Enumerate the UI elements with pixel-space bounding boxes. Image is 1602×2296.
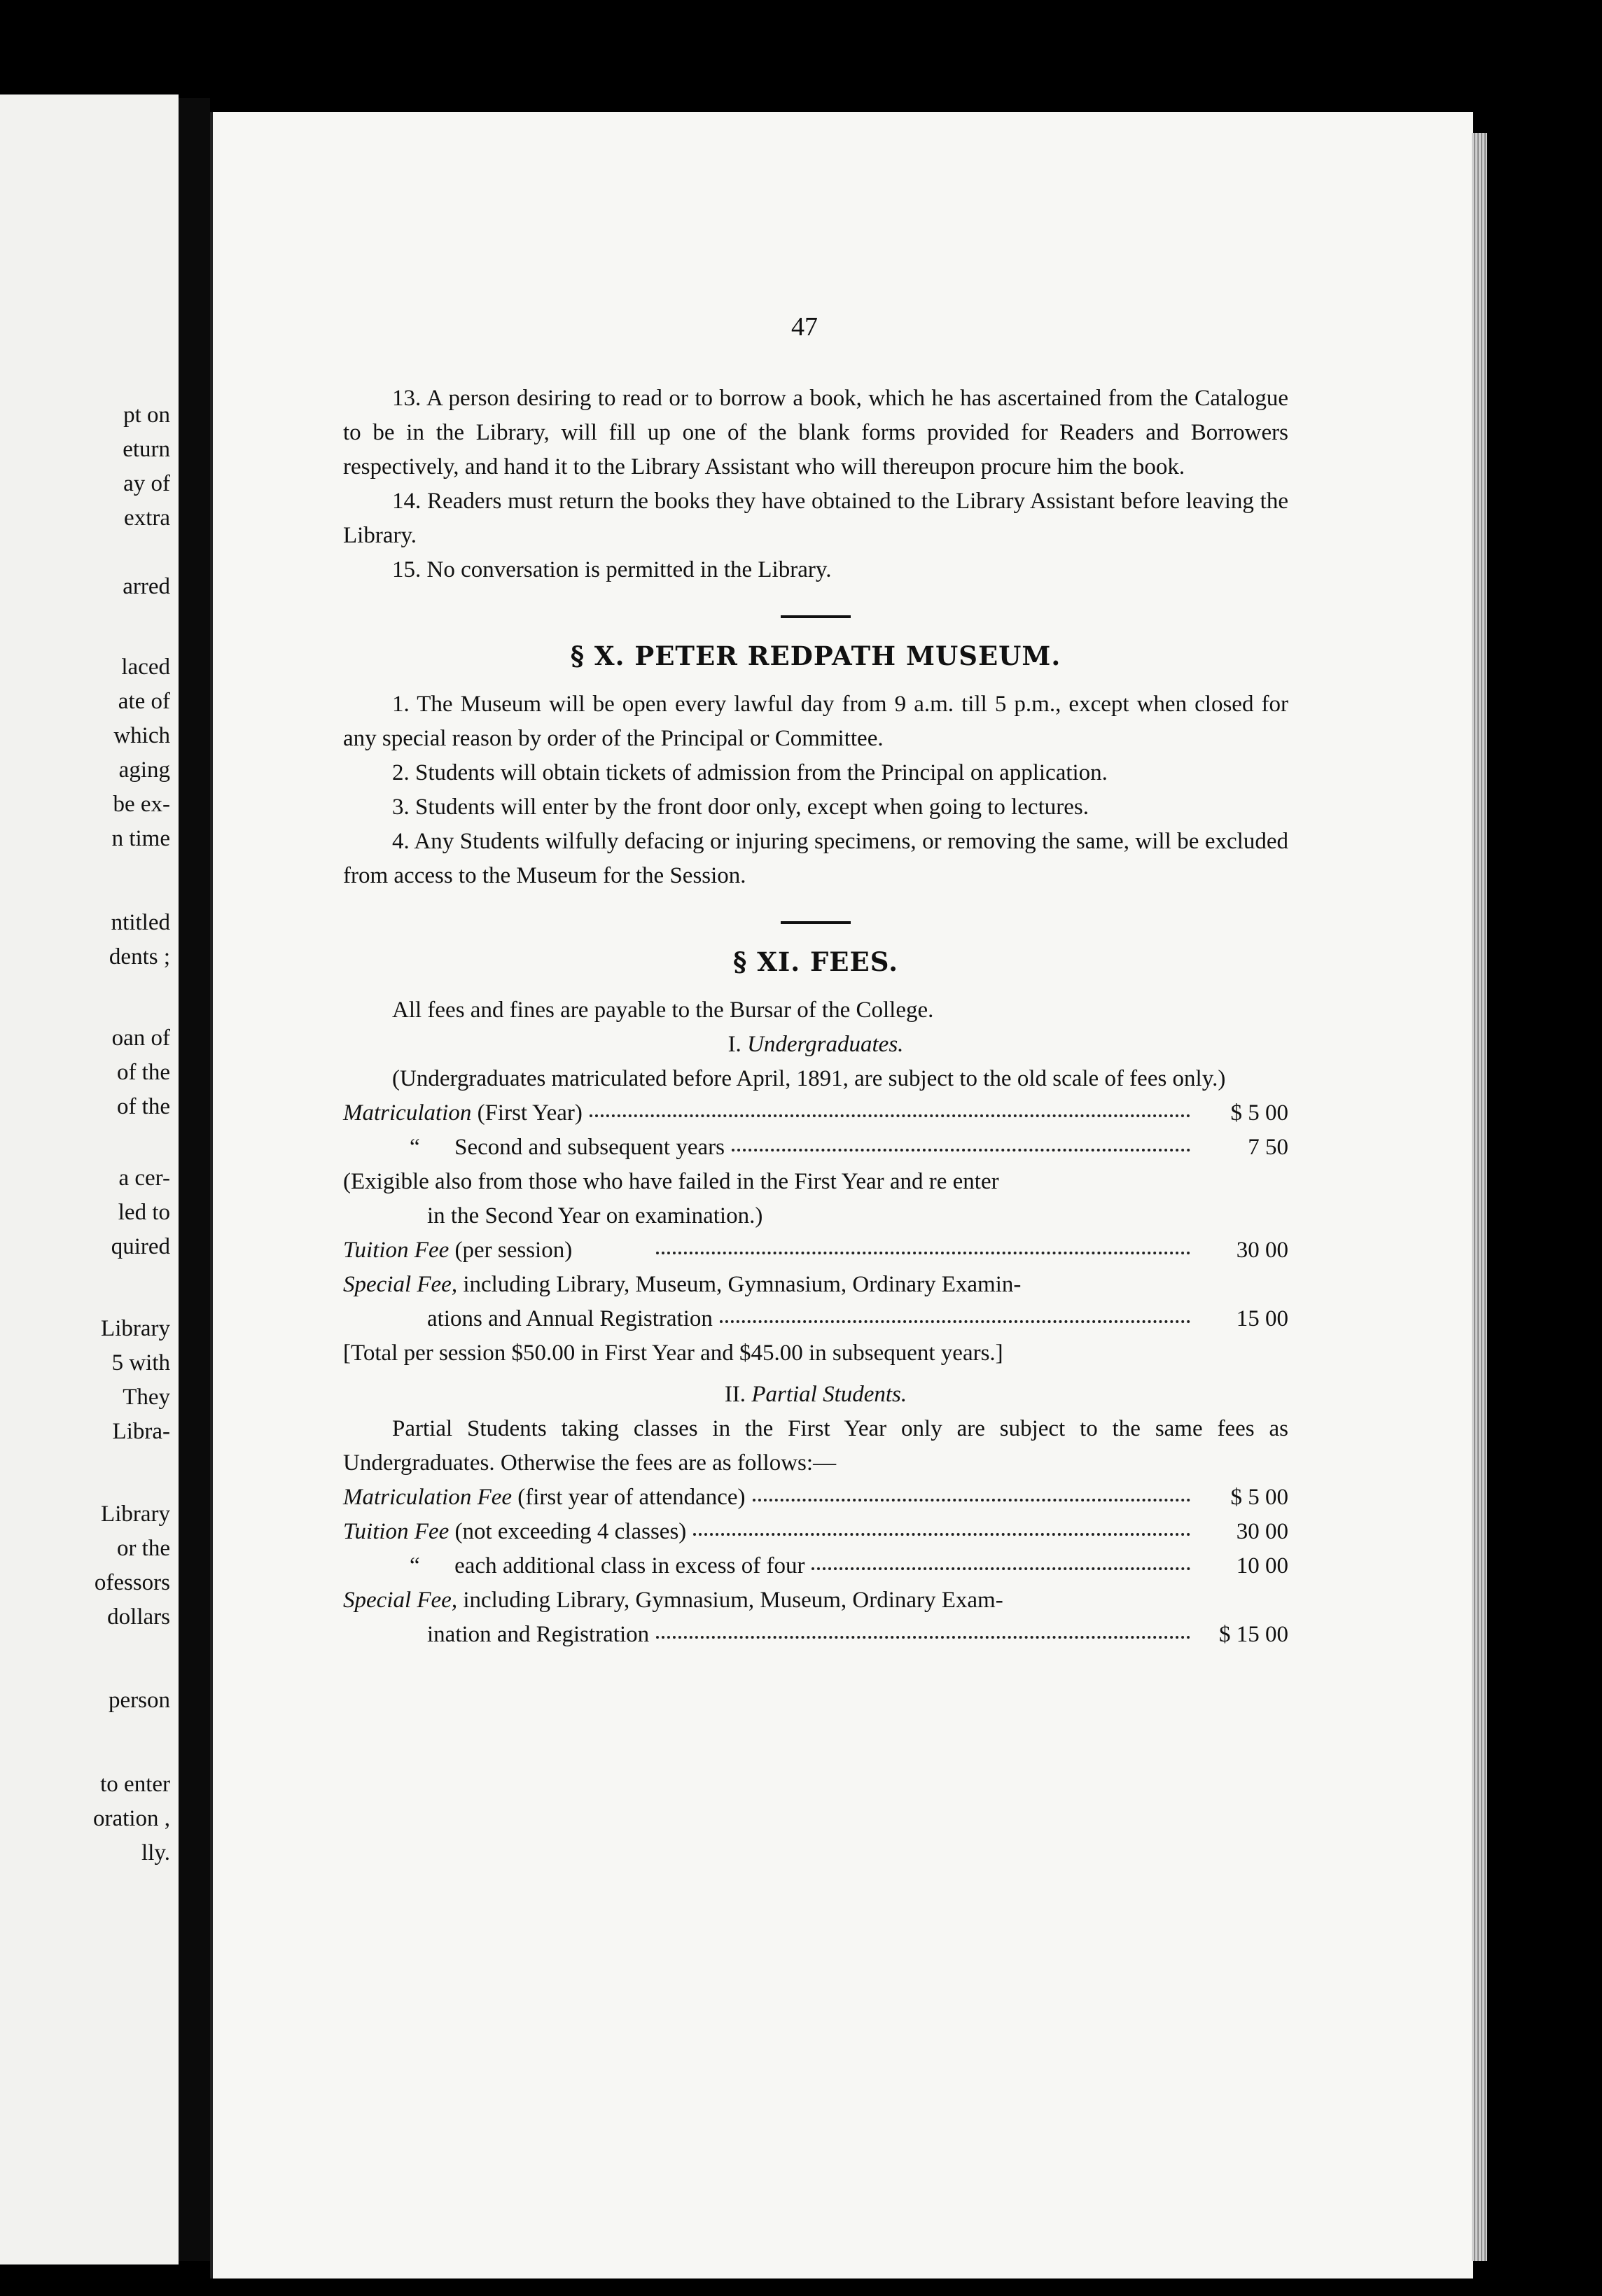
fee-label: (first year of attendance) — [512, 1485, 746, 1510]
left-page-text: lly. — [141, 1840, 170, 1865]
fees-intro: All fees and fines are payable to the Bursar of the College. — [392, 997, 934, 1023]
left-page-text: ate of — [118, 689, 170, 714]
left-page-text: person — [109, 1688, 170, 1713]
partial-special-fee-line — [343, 1583, 1288, 1618]
dot-leader — [590, 1109, 1190, 1117]
dot-leader — [720, 1315, 1190, 1323]
fee-row-partial-special — [343, 1618, 1288, 1652]
fee-label-italic: Special Fee, — [343, 1588, 458, 1613]
fee-label: “ each additional class in excess of four — [410, 1553, 805, 1578]
library-rule-15: 15. No conversation is permitted in the Library. — [392, 557, 832, 582]
partial-heading-num: II. — [724, 1382, 746, 1407]
fees-heading: § XI. FEES. — [733, 946, 898, 977]
library-rule-13: 13. A person desiring to read or to borrow a book, which he has ascertained from the Catalogue to be in the Library, will fill up one of the blank forms provided for Readers and Borrowers respectively, and hand it to the Library Assistant who will thereupon procure him the book. — [343, 386, 1288, 479]
fee-label-italic: Tuition Fee — [343, 1519, 450, 1544]
fee-label: (First Year) — [471, 1100, 583, 1126]
left-facing-page — [0, 94, 179, 2264]
left-page-text: oan of — [111, 1026, 170, 1051]
book-gutter — [179, 98, 210, 2261]
left-page-text: Library — [101, 1502, 170, 1527]
exigible-note: (Exigible also from those who have failed in the First Year and re enter — [343, 1169, 999, 1194]
fee-amount: 30 00 — [1236, 1238, 1288, 1263]
undergraduates-heading — [343, 1028, 1288, 1062]
museum-heading: § X. PETER REDPATH MUSEUM. — [570, 640, 1061, 671]
fee-label: including Library, Gymnasium, Museum, Ordinary Exam- — [457, 1588, 1003, 1613]
fee-row-partial-matriculation — [343, 1480, 1288, 1515]
partial-students-heading — [343, 1378, 1288, 1412]
museum-rule-3: 3. Students will enter by the front door only, except when going to lectures. — [392, 794, 1089, 820]
library-rule-14: 14. Readers must return the books they have obtained to the Library Assistant before leaving the Library. — [343, 489, 1288, 548]
museum-rule-4: 4. Any Students wilfully defacing or injuring specimens, or removing the same, will be excluded from access to the Museum for the Session. — [343, 829, 1288, 888]
fee-row-second-years — [343, 1130, 1288, 1165]
left-page-text: dollars — [107, 1604, 170, 1630]
left-page-text: aging — [118, 757, 170, 783]
total-note: [Total per session $50.00 in First Year and $45.00 in subsequent years.] — [343, 1340, 1003, 1366]
left-page-text: be ex- — [113, 792, 170, 817]
left-page-text: 5 with — [111, 1350, 170, 1376]
fee-label-italic: Matriculation — [343, 1100, 472, 1126]
section-divider — [781, 921, 851, 924]
fee-label: “ Second and subsequent years — [410, 1135, 725, 1160]
partial-heading-text: Partial Students. — [751, 1382, 907, 1407]
undergraduates-heading-text: Undergraduates. — [747, 1032, 904, 1057]
fee-amount: 7 50 — [1248, 1135, 1288, 1160]
fee-label-italic: Tuition Fee — [343, 1238, 450, 1263]
fee-label: including Library, Museum, Gymnasium, Ordinary Examin- — [457, 1272, 1022, 1297]
fee-amount: 15 00 — [1236, 1306, 1288, 1331]
dot-leader — [656, 1630, 1190, 1639]
dot-leader — [812, 1562, 1190, 1570]
left-page-text: dents ; — [109, 944, 170, 969]
museum-rule-2: 2. Students will obtain tickets of admission from the Principal on application. — [392, 760, 1108, 785]
left-page-text: of the — [116, 1094, 170, 1119]
left-page-text: quired — [111, 1234, 170, 1259]
dot-leader — [753, 1493, 1190, 1502]
fee-row-matriculation — [343, 1096, 1288, 1130]
fee-label-italic: Special Fee, — [343, 1272, 458, 1297]
fee-amount: $ 5 00 — [1230, 1485, 1288, 1510]
left-page-text: n time — [111, 826, 170, 851]
fee-amount: 10 00 — [1236, 1553, 1288, 1578]
left-page-text: or the — [116, 1536, 170, 1561]
fee-label-italic: Matriculation Fee — [343, 1485, 513, 1510]
left-page-text: of the — [116, 1060, 170, 1085]
left-page-text: eturn — [123, 437, 170, 462]
left-page-text: arred — [123, 574, 170, 599]
fee-amount: 30 00 — [1236, 1519, 1288, 1544]
left-page-text: Library — [101, 1316, 170, 1341]
left-page-text: which — [113, 723, 170, 748]
fee-row-special — [343, 1302, 1288, 1336]
fee-amount: $ 5 00 — [1230, 1100, 1288, 1126]
fee-row-partial-tuition — [343, 1515, 1288, 1549]
left-page-text: ay of — [123, 471, 170, 496]
section-divider — [781, 615, 851, 618]
left-page-text: led to — [118, 1200, 170, 1225]
dot-leader — [693, 1527, 1190, 1536]
fee-label: ations and Annual Registration — [427, 1306, 713, 1331]
fee-label: ination and Registration — [427, 1622, 650, 1647]
page-edge — [1472, 133, 1487, 2261]
page-content — [343, 382, 1288, 1652]
dot-leader — [656, 1246, 1190, 1254]
page-number: 47 — [791, 312, 818, 342]
undergraduates-note: (Undergraduates matriculated before April, 1891, are subject to the old scale of fees only.) — [392, 1066, 1226, 1091]
fee-label: (not exceeding 4 classes) — [449, 1519, 687, 1544]
left-page-text: a cer- — [118, 1166, 170, 1191]
fee-row-partial-additional — [343, 1549, 1288, 1583]
dot-leader — [732, 1143, 1190, 1152]
left-page-text: Libra- — [112, 1419, 170, 1444]
undergraduates-heading-num: I. — [727, 1032, 741, 1057]
left-page-text: They — [123, 1385, 170, 1410]
left-page-text: to enter — [100, 1772, 170, 1797]
partial-intro: Partial Students taking classes in the First Year only are subject to the same fees as Undergraduates. Otherwise the fees are as follows:— — [343, 1416, 1288, 1476]
left-page-text: ntitled — [111, 910, 170, 935]
museum-rule-1: 1. The Museum will be open every lawful day from 9 a.m. till 5 p.m., except when closed for any special reason by order of the Principal or Committee. — [343, 692, 1288, 751]
fee-row-tuition — [343, 1233, 1288, 1268]
left-page-text: pt on — [123, 402, 170, 428]
left-page-text: extra — [124, 505, 170, 531]
fee-label: (per session) — [449, 1238, 573, 1263]
left-page-text: oration , — [93, 1806, 170, 1831]
exigible-note-cont: in the Second Year on examination.) — [427, 1203, 763, 1228]
special-fee-line — [343, 1268, 1288, 1302]
fee-amount: $ 15 00 — [1219, 1622, 1288, 1647]
left-page-text: ofessors — [94, 1570, 170, 1595]
left-page-text: laced — [121, 654, 170, 680]
